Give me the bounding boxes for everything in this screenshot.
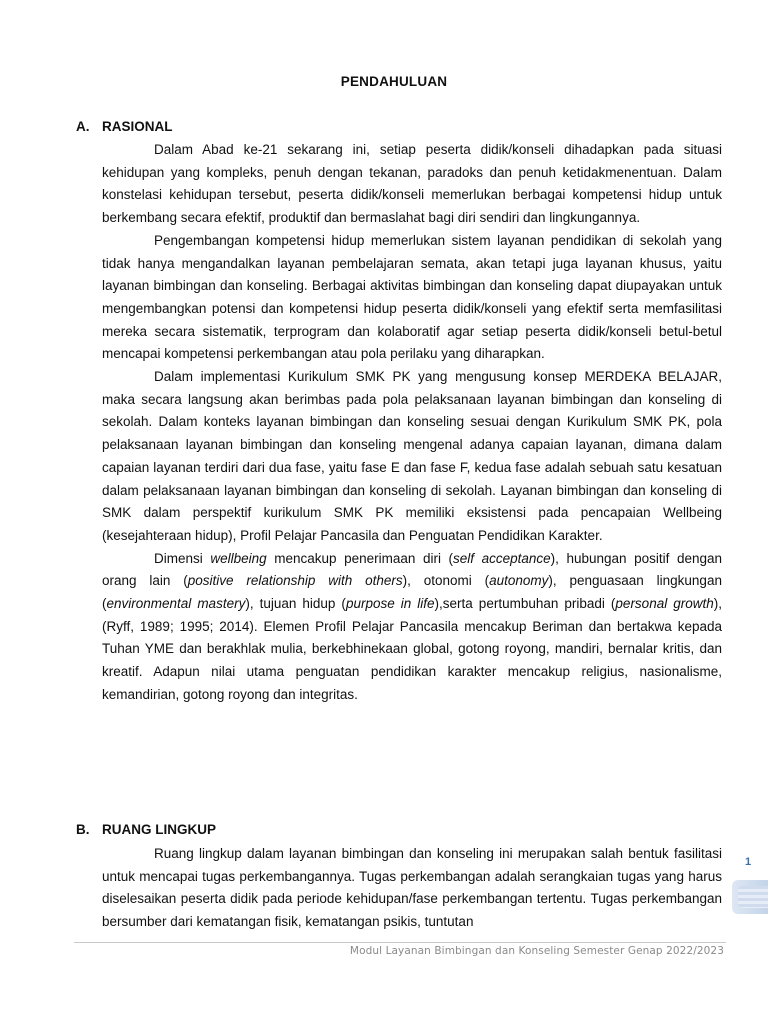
- footer-text: Modul Layanan Bimbingan dan Konseling Semester Genap 2022/2023: [349, 945, 724, 957]
- section-a-body: [102, 139, 722, 707]
- page-title: PENDAHULUAN: [340, 74, 448, 89]
- section-b-body: [102, 843, 722, 940]
- italic-term: self acceptance: [453, 550, 551, 566]
- paragraph: Ruang lingkup dalam layanan bimbingan dan konseling ini merupakan salah bentuk fasilitasi untuk mencapai tugas perkembangannya. Tugas perkembangan adalah serangkaian tugas yang harus diselesaikan peserta didik pada periode kehidupan/fase perkembangan tertentu. Tugas perkembangan bersumber dari kematangan fisik, kematangan psikis, tuntutan: [102, 846, 722, 930]
- footer-divider: [74, 942, 726, 943]
- italic-term: purpose in life: [345, 596, 435, 612]
- section-b-title: RUANG LINGKUP: [102, 822, 216, 837]
- section-b-letter: B.: [76, 822, 90, 837]
- text-run: ), hubungan positif dengan orang lain (: [102, 550, 722, 589]
- section-b-heading: [76, 822, 216, 837]
- page-number: 1: [745, 856, 752, 868]
- paragraph: Dalam implementasi Kurikulum SMK PK yang mengusung konsep MERDEKA BELAJAR, maka secara langsung akan berimbas pada pola pelaksanaan layanan bimbingan dan konseling di sekolah. Dalam konteks layanan bimbingan dan konseling sesuai dengan Kurikulum SMK PK, pola pelaksanaan layanan bimbingan dan konseling mengenal adanya capaian layanan, dimana dalam capaian layanan terdiri dari dua fase, yaitu fase E dan fase F, kedua fase adalah sebuah satu kesatuan dalam pelaksanaan layanan bimbingan dan konseling di sekolah. Layanan bimbingan dan konseling di SMK dalam perspektif kurikulum SMK PK memiliki eksistensi pada pencapaian Wellbeing (kesejahteraan hidup), Profil Pelajar Pancasila dan Penguatan Pendidikan Karakter.: [102, 369, 722, 543]
- paragraph-wellbeing: [102, 548, 722, 707]
- section-a-letter: A.: [76, 119, 90, 134]
- text-run: ), penguasaan lingkungan (: [102, 573, 722, 612]
- section-a-title: RASIONAL: [102, 119, 173, 134]
- italic-term: autonomy: [489, 573, 549, 589]
- text-run: Dimensi: [154, 550, 211, 566]
- section-a-heading: [76, 119, 173, 134]
- italic-term: environmental mastery: [106, 596, 246, 612]
- italic-term: wellbeing: [210, 550, 267, 566]
- text-run: ), (Ryff, 1989; 1995; 2014). Elemen Profil Pelajar Pancasila mencakup Beriman dan bertakwa kepada Tuhan YME dan berakhlak mulia, berkebhinekaan global, gotong royong, mandiri, bernalar kritis, dan kreatif. Adapun nilai utama penguatan pendidikan karakter mencakup religius, nasionalisme, kemandirian, gotong royong dan integritas.: [102, 596, 722, 702]
- text-run: ),serta pertumbuhan pribadi (: [434, 596, 616, 612]
- page-tab-decoration: [732, 880, 768, 914]
- italic-term: positive relationship with others: [187, 573, 403, 589]
- italic-term: personal growth: [615, 596, 714, 612]
- text-run: ), tujuan hidup (: [245, 596, 346, 612]
- text-run: mencakup penerimaan diri (: [266, 550, 454, 566]
- paragraph: Pengembangan kompetensi hidup memerlukan sistem layanan pendidikan di sekolah yang tidak hanya mengandalkan layanan pembelajaran semata, akan tetapi juga layanan khusus, yaitu layanan bimbingan dan konseling. Berbagai aktivitas bimbingan dan konseling dapat diupayakan untuk mengembangkan potensi dan kompetensi hidup peserta didik/konseli yang efektif serta memfasilitasi mereka secara sistematik, terprogram dan kolaboratif agar setiap peserta didik/konseli betul-betul mencapai kompetensi perkembangan atau pola perilaku yang diharapkan.: [102, 232, 722, 362]
- paragraph: Dalam Abad ke-21 sekarang ini, setiap peserta didik/konseli dihadapkan pada situasi kehidupan yang kompleks, penuh dengan tekanan, paradoks dan penuh ketidakmenentuan. Dalam konstelasi kehidupan tersebut, peserta didik/konseli memerlukan berbagai kompetensi hidup untuk berkembang secara efektif, produktif dan bermaslahat bagi diri sendiri dan lingkungannya.: [102, 142, 722, 226]
- text-run: ), otonomi (: [402, 573, 490, 589]
